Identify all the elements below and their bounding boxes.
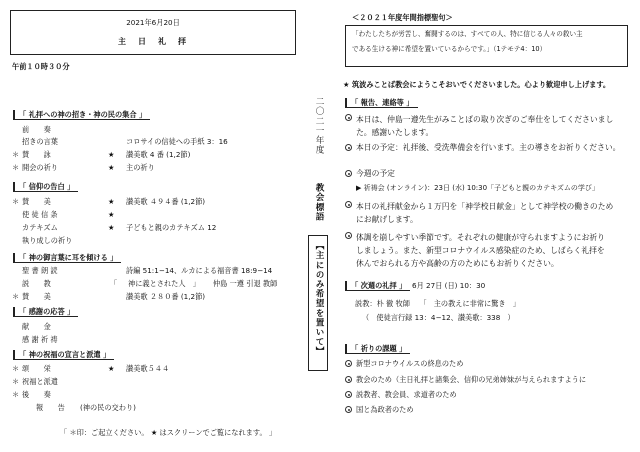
- verse-title: ＜２０２１年度年間指標聖句＞: [352, 13, 453, 22]
- next-service-heading: 「 次週の礼拝 」: [345, 281, 410, 291]
- order-row: 招きの言葉 コロサイの信徒への手紙 3：16: [22, 137, 228, 146]
- section-heading-response: 「 感謝の応答 」: [13, 307, 78, 317]
- order-footnote: 「 ＊印：ご起立ください。 ★ はスクリーンでご覧になれます。 」: [60, 428, 277, 437]
- order-row: 聖 書 朗 読 詩編 51:1−14、ルカによる福音書 18:9−14: [22, 266, 273, 275]
- prayer-item: 教会のため（主日礼拝と諸集会、信仰の兄弟姉妹が与えられますように: [356, 375, 587, 384]
- motto-label: 教会標語: [314, 183, 324, 222]
- order-row: ＊ 頌 栄 ★ 讃美歌５４４: [12, 364, 170, 373]
- fiscal-year-label: 二〇二一年度: [314, 97, 324, 155]
- bullet-icon: [345, 232, 352, 239]
- next-sermon-info: 説教：朴 徹 牧師 「 主の教えに非常に驚き 」: [355, 299, 520, 308]
- order-row: 説 教 「 神に義とされた人 」 仲島 一遵 引退 教師: [22, 279, 278, 288]
- bullet-icon: [345, 144, 352, 151]
- order-row: ＊ 賛 美 ★ 讃美歌 ４９４番 (1,2節): [12, 197, 206, 206]
- next-service-date: 6月 27日 (日) 10：30: [412, 281, 486, 290]
- report-item: 本日の予定：礼拝後、受洗準備会を行います。主の導きをお祈りください。: [356, 143, 621, 152]
- order-row: 執り成しの祈り: [22, 236, 73, 245]
- order-row: カテキズム ★ 子どもと親のカテキズム 12: [22, 223, 217, 232]
- order-row: 献 金: [22, 322, 51, 331]
- report-item: 本日の礼拝献金から１万円を「神学校日献金」として神学校の働きのため にお献げします。: [356, 202, 614, 224]
- annual-verse-line: 「わたしたちが労苦し、奮闘するのは、すべての人、特に信じる人々の救い主: [352, 30, 583, 38]
- weekly-schedule-item: ▶ 祈祷会 (オンライン)：23日 (水) 10:30「子どもと親のカテキズムの学び」: [356, 184, 599, 192]
- welcome-message: ★ 筑波みことば教会にようこそおいでくださいました。心より歓迎申し上げます。: [343, 80, 611, 89]
- order-row: 前 奏: [22, 125, 51, 134]
- section-heading-confession: 「 信仰の告白 」: [13, 182, 78, 192]
- section-heading-benediction: 「 神の祝福の宣言と派遣 」: [13, 350, 114, 360]
- order-row: 使 徒 信 条 ★: [22, 210, 115, 219]
- report-item: 体調を崩しやすい季節です。それぞれの健康が守られますようにお祈り しましょう。また、新型コロナウイルス感染症のため、しばらく礼拝を 休んでおられる方や高齢の方のためにもお祈りください。: [356, 233, 605, 268]
- bullet-icon: [345, 406, 352, 413]
- reports-heading: 「 報告、連絡等 」: [345, 98, 418, 108]
- section-heading-word: 「 神の御言葉に耳を傾ける 」: [13, 253, 121, 263]
- order-row: ＊ 後 奏: [12, 390, 51, 399]
- annual-verse-line: である生ける神に希望を置いているからです。」（1テモテ4：10）: [352, 45, 547, 53]
- service-time: 午前１０時３０分: [12, 62, 70, 71]
- service-date: 2021年6月20日: [126, 18, 180, 27]
- report-item: 本日は、仲島一遵先生がみことばの取り次ぎのご奉仕をしてくださいまし た。感謝いたします。: [356, 115, 614, 137]
- service-header-box: [10, 10, 296, 55]
- prayer-topics-heading: 「 祈りの課題 」: [345, 344, 410, 354]
- prayer-item: 説教者、教会員、求道者のため: [356, 390, 457, 399]
- bullet-icon: [345, 201, 352, 208]
- order-row: ＊ 開会の祈り ★ 主の祈り: [12, 163, 155, 172]
- bullet-icon: [345, 391, 352, 398]
- bullet-icon: [345, 114, 352, 121]
- service-title: 主 日 礼 拝: [118, 37, 188, 46]
- next-readings: （ 使徒言行録 13：4−12、讃美歌：338 ）: [362, 313, 515, 322]
- report-item: 今週の予定: [356, 169, 395, 178]
- bullet-icon: [345, 376, 352, 383]
- order-row: 感 謝 祈 祷: [22, 335, 58, 344]
- bullet-icon: [345, 360, 352, 367]
- church-motto-column: [303, 5, 339, 425]
- order-row: ＊ 賛 美 讃美歌 ２８０番 (1,2節): [12, 292, 206, 301]
- prayer-item: 国と為政者のため: [356, 405, 414, 414]
- order-row: ＊ 祝福と派遣: [12, 377, 58, 386]
- church-motto: 【主にのみ希望を置いて】: [314, 241, 324, 357]
- order-row: ＊ 賛 詠 ★ 讃美歌 4 番 (1,2節): [12, 150, 191, 159]
- prayer-item: 新型コロナウイルスの終息のため: [356, 359, 464, 368]
- bullet-icon: [345, 170, 352, 177]
- section-heading-gathering: 「 礼拝への神の招き・神の民の集合 」: [13, 110, 150, 120]
- order-row: 報 告 (神の民の交わり): [36, 403, 136, 412]
- annual-verse-box: [345, 25, 628, 67]
